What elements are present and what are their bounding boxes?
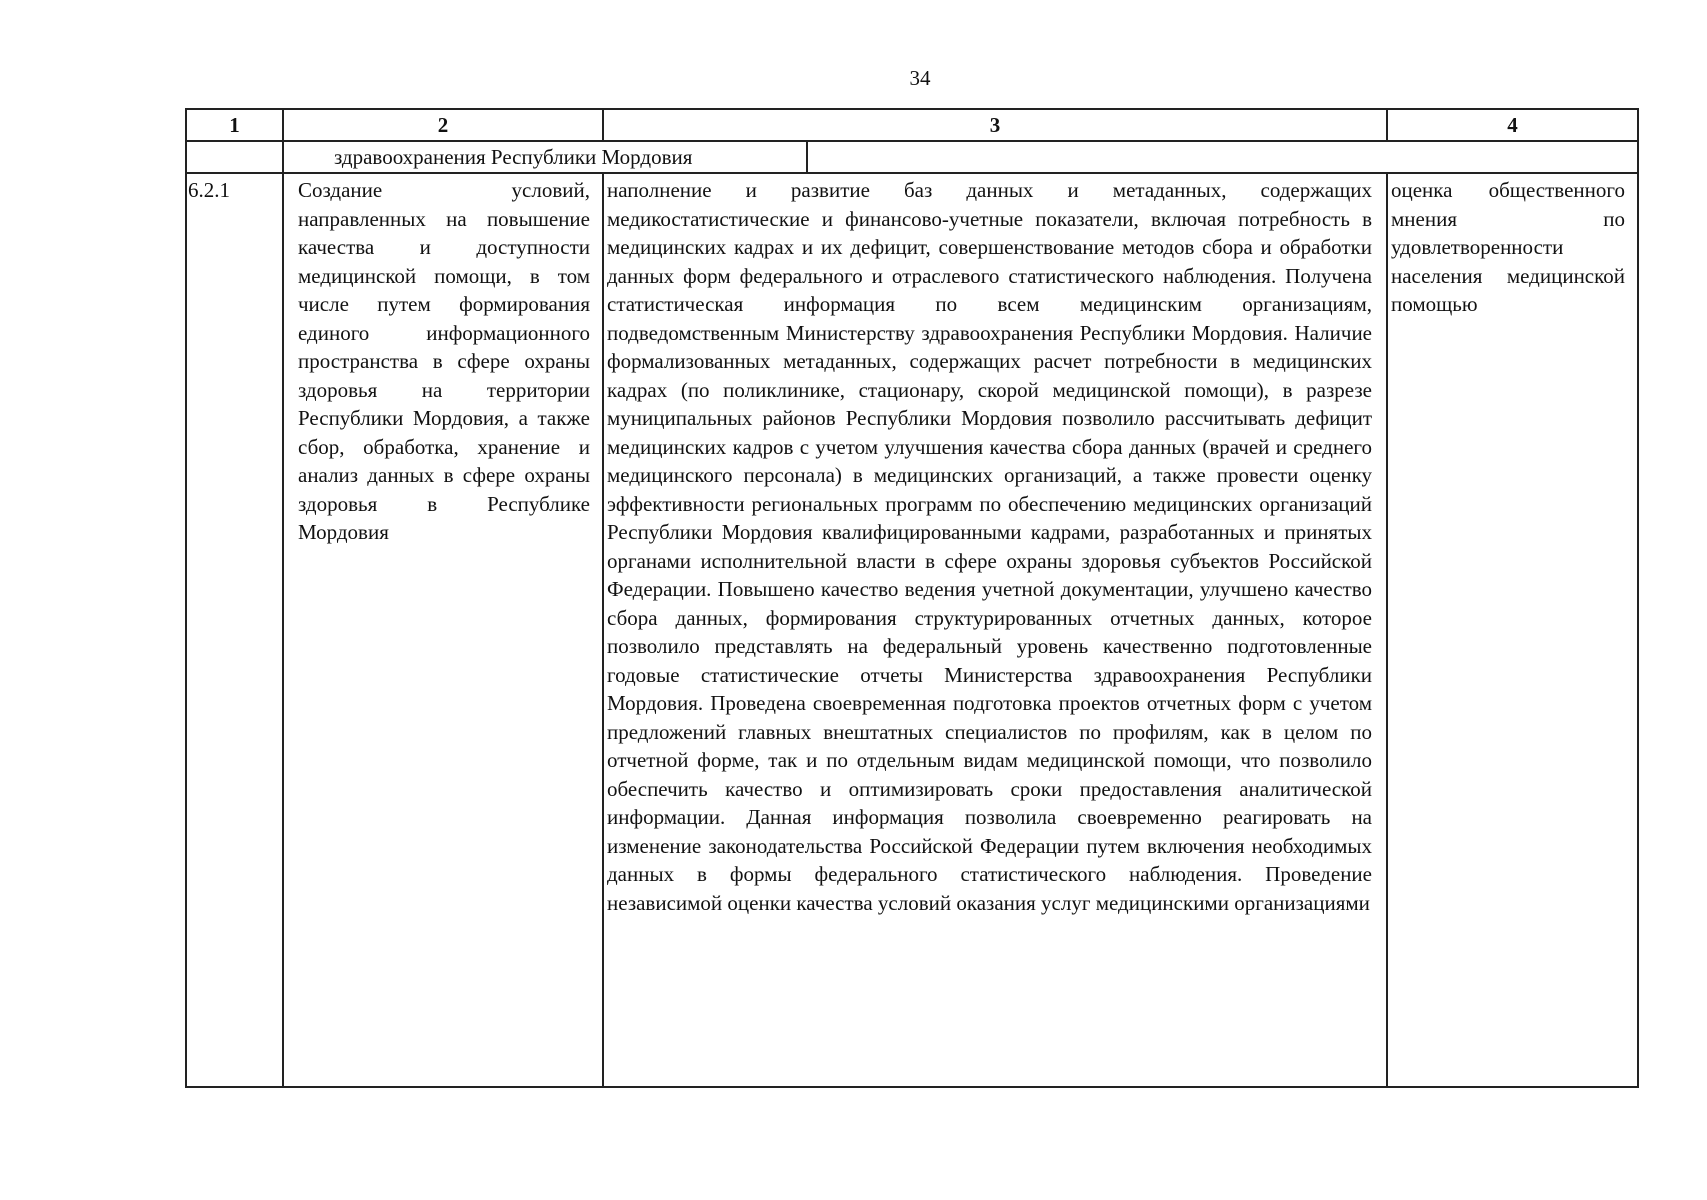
page-number: 34 [909, 66, 931, 90]
column-header-4: 4 [1387, 109, 1638, 141]
result-text: наполнение и развитие баз данных и метаданных, содержащих медикостатистические и финансово-учетные показатели, включая потребность в медицинских кадрах и их дефицит, совершенствование методов сбора и обработки данных форм федерального и отраслевого статистического наблюдения. Получена статистическая информация по всем медицинским организациям, подведомственным Министерству здравоохранения Республики Мордовия. Наличие формализованных метаданных, содержащих расчет потребности в медицинских кадрах (по поликлинике, стационару, скорой медицинской помощи), в разрезе муниципальных районов Республики Мордовия позволило рассчитывать дефицит медицинских кадров с учетом улучшения качества сбора данных (врачей и среднего медицинского персонала) в медицинских организаций, а также провести оценку эффективности региональных программ по обеспечению медицинских организаций Республики Мордовия квалифицированными кадрами, разработанных и принятых органами исполнительной власти в сфере охраны здоровья субъектов Российской Федерации. Повышено качество ведения учетной документации, улучшено качество сбора данных, формирования структурированных отчетных данных, которое позволило представлять на федеральный уровень качественно подготовленные годовые статистические отчеты Министерства здравоохранения Республики Мордовия. Проведена своевременная подготовка проектов отчетных форм с учетом предложений главных внештатных специалистов по профилям, как в целом по отчетной форме, так и по отдельным видам медицинской помощи, что позволило обеспечить качество и оптимизировать сроки предоставления аналитической информации. Данная информация позволила своевременно реагировать на изменение законодательства Российской Федерации путем включения необходимых данных в формы федерального статистического наблюдения. Проведение независимой оценки качества условий оказания услуг медицинскими организациями [603, 173, 1387, 1087]
table-row [186, 173, 1638, 1087]
column-header-3: 3 [603, 109, 1387, 141]
continuation-row [186, 141, 1638, 173]
column-header-1: 1 [186, 109, 283, 141]
table-header-row [186, 109, 1638, 141]
continuation-text: здравоохранения Республики Мордовия [284, 142, 808, 172]
indicator-text: оценка общественного мнения по удовлетворенности населения медицинской помощью [1387, 173, 1638, 1087]
continuation-blank [808, 142, 1637, 172]
column-header-2: 2 [283, 109, 603, 141]
continuation-empty-cell [186, 141, 283, 173]
continuation-cell [283, 141, 1638, 173]
report-table [185, 108, 1639, 1088]
row-number: 6.2.1 [186, 173, 283, 1087]
measure-text: Создание условий, направленных на повышение качества и доступности медицинской помощи, в том числе путем формирования единого информационного пространства в сфере охраны здоровья на территории Республики Мордовия, а также сбор, обработка, хранение и анализ данных в сфере охраны здоровья в Республике Мордовия [283, 173, 603, 1087]
